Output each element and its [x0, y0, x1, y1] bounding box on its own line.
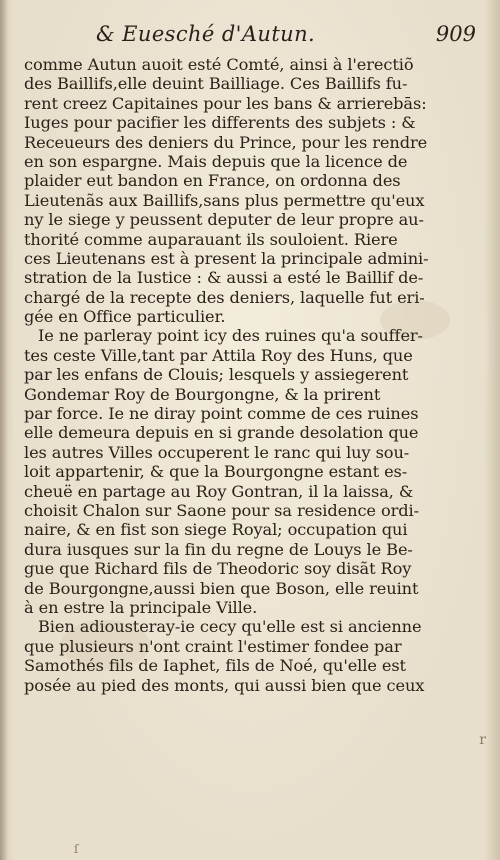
- text-line: loit appartenir, & que la Bourgongne estant es-: [24, 462, 408, 482]
- running-header: [96, 20, 476, 52]
- text-line: elle demeura depuis en si grande desolation que: [24, 423, 419, 443]
- text-line: de Bourgongne,aussi bien que Boson, elle reuint: [24, 578, 419, 598]
- paragraph: [24, 326, 484, 617]
- text-line: choisit Chalon sur Saone pour sa residence ordi-: [24, 500, 419, 520]
- text-line: Lieutenãs aux Baillifs,sans plus permettre qu'eux: [24, 190, 425, 210]
- text-line: posée au pied des monts, qui aussi bien que ceux: [24, 675, 425, 695]
- text-line: ny le siege y peussent deputer de leur propre au-: [24, 210, 424, 230]
- text-line: stration de la Iustice : & aussi a esté le Baillif de-: [24, 268, 424, 288]
- bottom-mark: ſ: [74, 842, 79, 856]
- text-line: Bien adiousteray-ie cecy qu'elle est si ancienne: [38, 617, 422, 637]
- text-line: gue que Richard fils de Theodoric soy disãt Roy: [24, 559, 412, 579]
- gutter-shadow: [0, 0, 8, 860]
- text-line: cheuë en partage au Roy Gontran, il la laissa, &: [24, 481, 414, 501]
- text-line: Gondemar Roy de Bourgongne, & la prirent: [24, 384, 381, 404]
- text-line: naire, & en fist son siege Royal; occupation qui: [24, 520, 408, 540]
- text-line: comme Autun auoit esté Comté, ainsi à l'erectiõ: [24, 55, 414, 74]
- paragraph: [24, 617, 484, 695]
- text-line: tes ceste Ville,tant par Attila Roy des Huns, que: [24, 345, 413, 365]
- text-line: plaider eut bandon en France, on ordonna des: [24, 171, 401, 191]
- text-line: chargé de la recepte des deniers, laquelle fut eri-: [24, 287, 425, 307]
- text-line: ces Lieutenans est à present la principale admini-: [24, 248, 429, 268]
- text-line: Ie ne parleray point icy des ruines qu'a souffer-: [38, 326, 423, 346]
- text-line: les autres Villes occuperent le ranc qui luy sou-: [24, 442, 410, 462]
- margin-mark: r: [479, 732, 486, 748]
- text-line: thorité comme auparauant ils souloient. Riere: [24, 229, 398, 249]
- text-line: en son espargne. Mais depuis que la licence de: [24, 151, 408, 171]
- text-line: que plusieurs n'ont craint l'estimer fondee par: [24, 636, 402, 656]
- text-line: par les enfans de Clouis; lesquels y assiegerent: [24, 365, 409, 385]
- page-number: 909: [435, 22, 476, 46]
- running-title: & Euesché d'Autun.: [96, 22, 316, 46]
- text-line: Samothés fils de Iaphet, fils de Noé, qu'elle est: [24, 656, 406, 676]
- text-line: Iuges pour pacifier les differents des subjets : &: [24, 113, 416, 133]
- text-line: dura iusques sur la fin du regne de Louys le Be-: [24, 539, 413, 559]
- text-line: des Baillifs,elle deuint Bailliage. Ces Baillifs fu-: [24, 74, 408, 94]
- text-line: Receueurs des deniers du Prince, pour les rendre: [24, 132, 428, 152]
- paragraph: [24, 55, 484, 326]
- text-line: à en estre la principale Ville.: [24, 597, 258, 617]
- body-text: [24, 55, 484, 695]
- text-line: rent creez Capitaines pour les bans & arrierebās:: [24, 93, 427, 113]
- text-line: gée en Office particulier.: [24, 307, 226, 327]
- text-line: par force. Ie ne diray point comme de ces ruines: [24, 404, 419, 424]
